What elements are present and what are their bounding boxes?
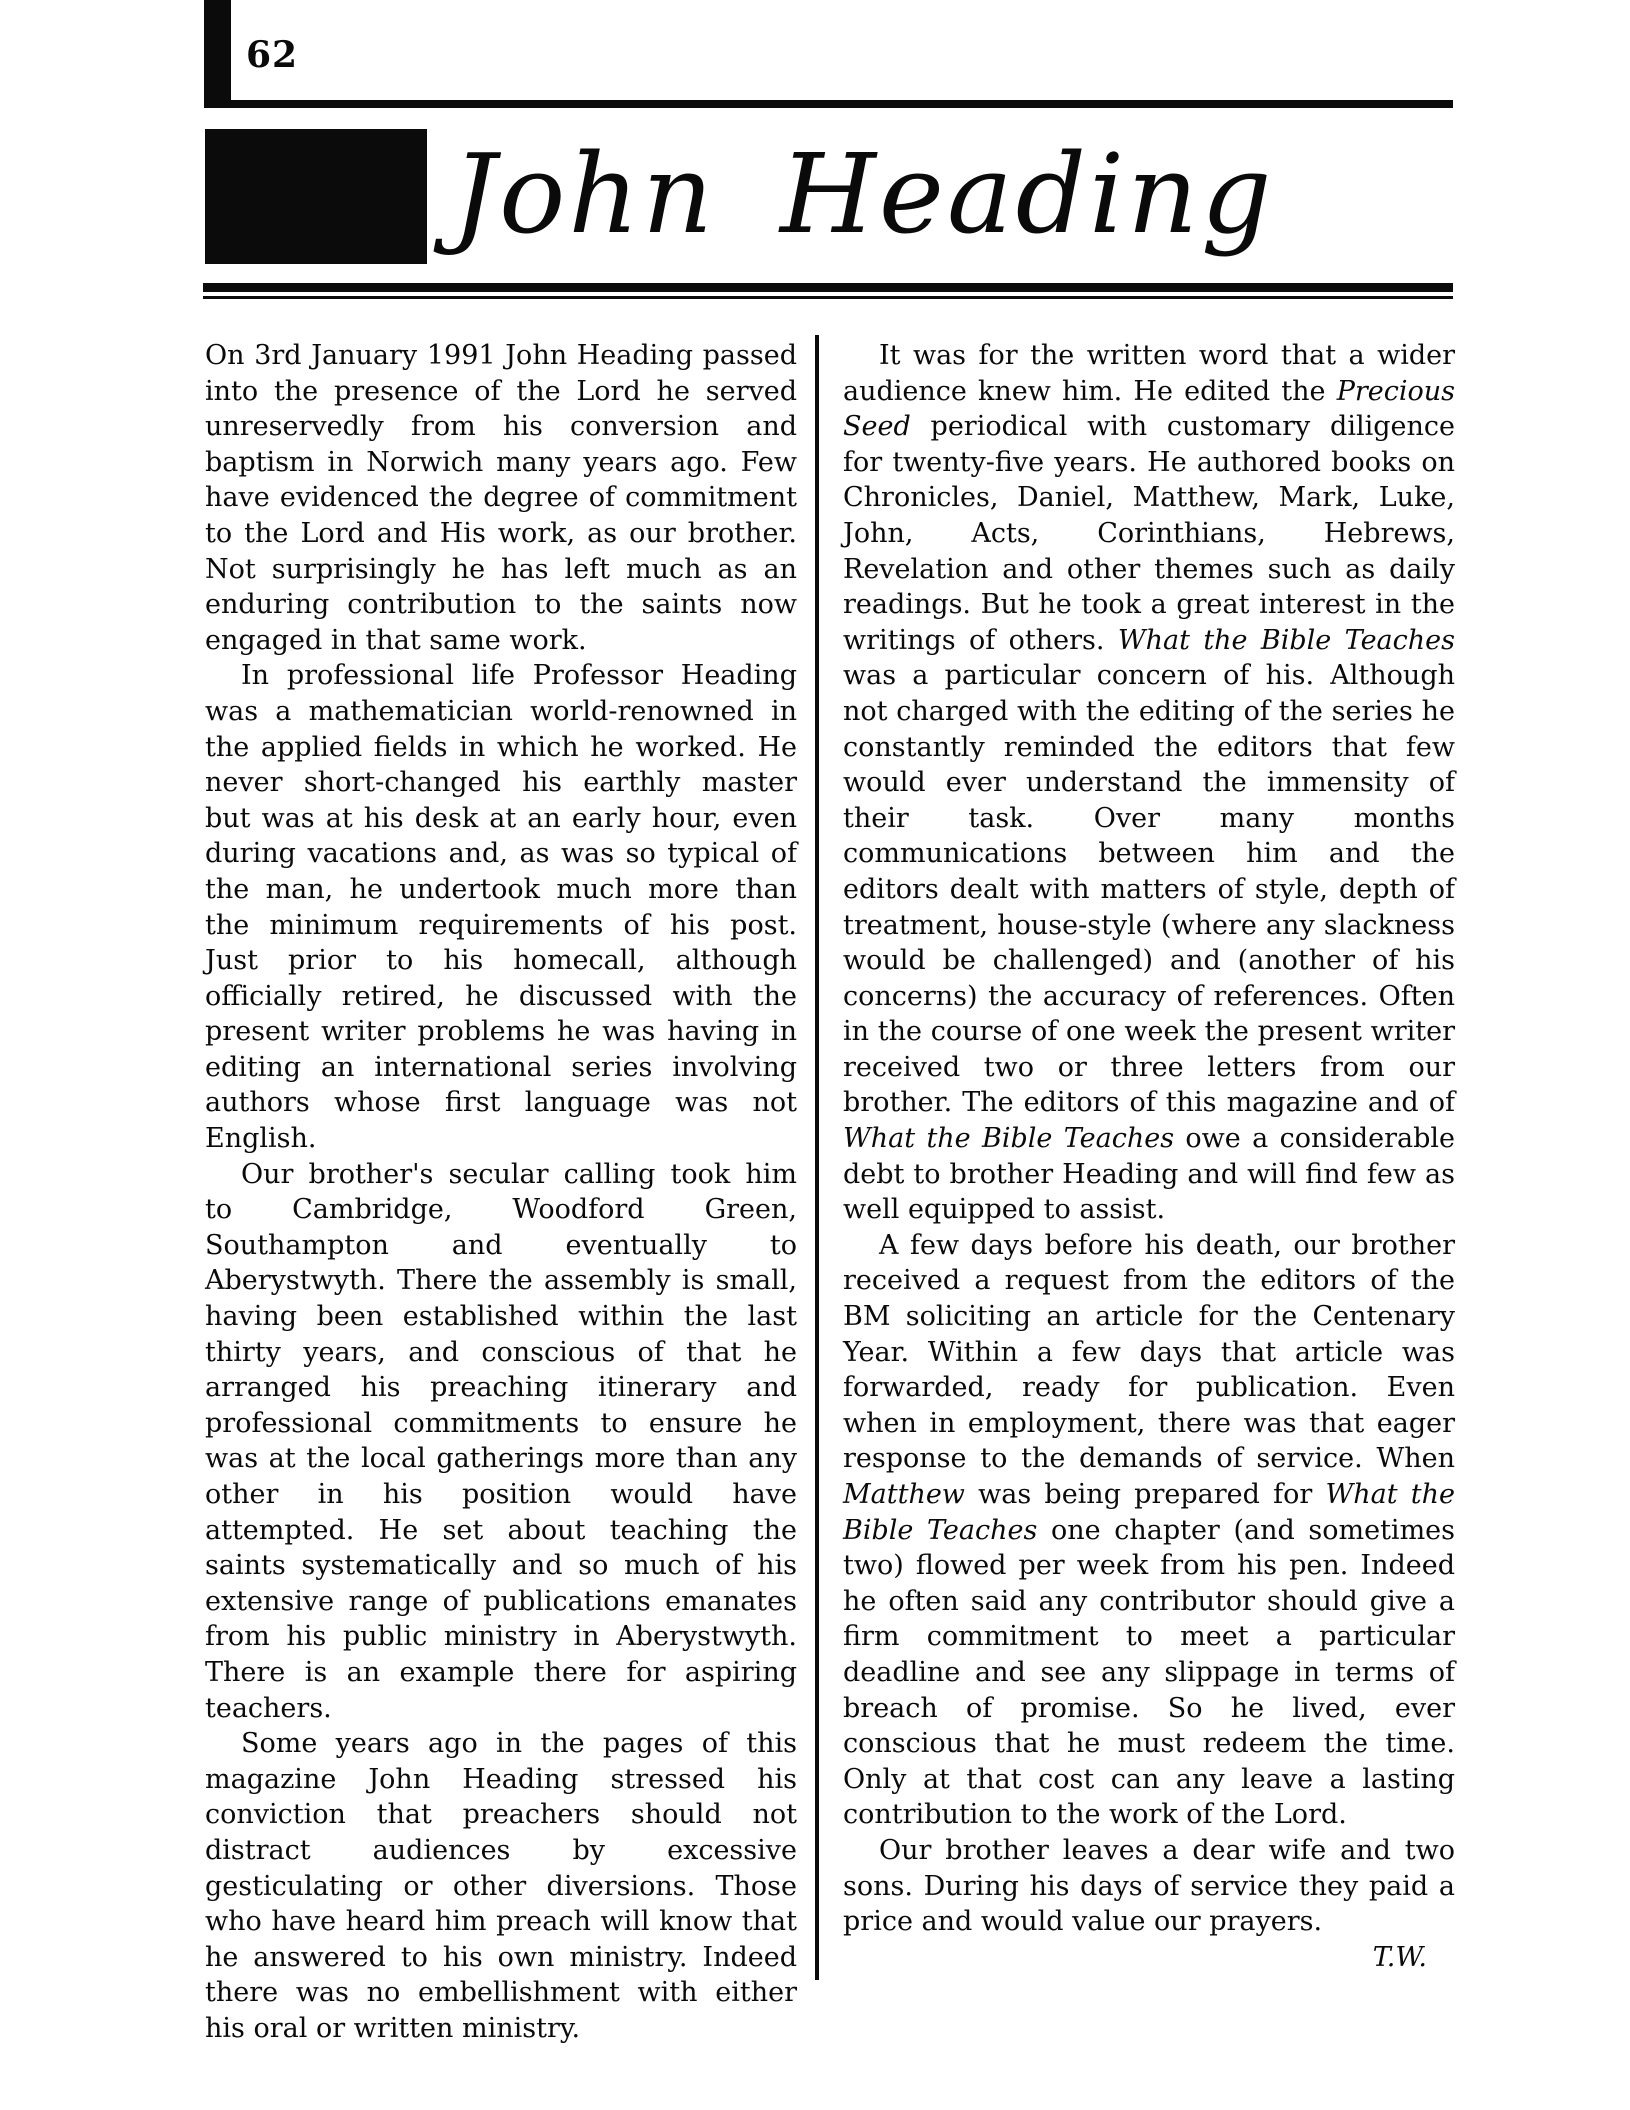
paragraph: Our brother's secular calling took him to Cambridge, Woodford Green, Southampton and eventually to Aberystwyth. There the assembly is small, having been established within the last thirty years, and conscious of that he arranged his preaching itinerary and professional commitments to ensure he was at the local gatherings more than any other in his position would have attempted. He set about teaching the saints systematically and so much of his extensive range of publications emanates from his public ministry in Aberystwyth. There is an example there for aspiring teachers.: [205, 1158, 797, 1724]
paragraph: On 3rd January 1991 John Heading passed into the presence of the Lord he served unreservedly from his conversion and baptism in Norwich many years ago. Few have evidenced the degree of commitment to the Lord and His work, as our brother. Not surprisingly he has left much as an enduring contribution to the saints now engaged in that same work.: [205, 340, 797, 656]
left-column: [205, 338, 797, 2047]
paragraph: Some years ago in the pages of this magazine John Heading stressed his conviction that preachers should not distract audiences by excessive gesticulating or other diversions. Those who have heard him preach will know that he answered to his own ministry. Indeed there was no embellishment with either his oral or written ministry.: [205, 1728, 797, 2044]
title-rule-thin: [203, 296, 1453, 299]
right-column: [843, 338, 1455, 1975]
paragraph: Our brother leaves a dear wife and two sons. During his days of service they paid a price and would value our prayers.: [843, 1834, 1455, 1938]
top-rule: [204, 100, 1453, 108]
title-rule-thick: [203, 283, 1453, 292]
article-title: John Heading: [452, 130, 1275, 258]
title-marker-block: [205, 129, 427, 264]
paragraph: It was for the written word that a wider audience knew him. He edited the Precious Seed periodical with customary diligence for twenty-five years. He authored books on Chronicles, Daniel, Matthew, Mark, Luke, John, Acts, Corinthians, Hebrews, Revelation and other themes such as daily readings. But he took a great interest in the writings of others. What the Bible Teaches was a particular concern of his. Although not charged with the editing of the series he constantly reminded the editors that few would ever understand the immensity of their task. Over many months communications between him and the editors dealt with matters of style, depth of treatment, house-style (where any slackness would be challenged) and (another of his concerns) the accuracy of references. Often in the course of one week the present writer received two or three letters from our brother. The editors of this magazine and of What the Bible Teaches owe a considerable debt to brother Heading and will find few as well equipped to assist.: [843, 340, 1455, 1226]
paragraph: A few days before his death, our brother received a request from the editors of the BM soliciting an article for the Centenary Year. Within a few days that article was forwarded, ready for publication. Even when in employment, there was that eager response to the demands of service. When Matthew was being prepared for What the Bible Teaches one chapter (and sometimes two) flowed per week from his pen. Indeed he often said any contributor should give a firm commitment to meet a particular deadline and see any slippage in terms of breach of promise. So he lived, ever conscious that he must redeem the time. Only at that cost can any leave a lasting contribution to the work of the Lord.: [843, 1229, 1456, 1831]
paragraph: In professional life Professor Heading was a mathematician world-renowned in the applied fields in which he worked. He never short-changed his earthly master but was at his desk at an early hour, even during vacations and, as was so typical of the man, he undertook much more than the minimum requirements of his post. Just prior to his homecall, although officially retired, he discussed with the present writer problems he was having in editing an international series involving authors whose first language was not English.: [205, 660, 797, 1155]
corner-bar-mark: [204, 0, 231, 108]
page-number: 62: [246, 34, 299, 76]
column-divider-rule: [815, 335, 819, 1980]
author-initials: T.W.: [1372, 1941, 1427, 1973]
